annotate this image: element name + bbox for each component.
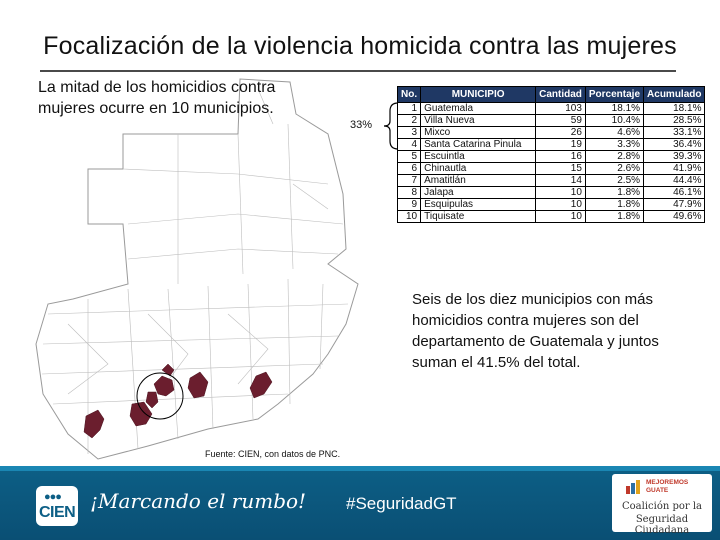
intro-text: La mitad de los homicidios contra mujeres ocurre en 10 municipios. [38, 79, 276, 117]
cell-municipio: Villa Nueva [421, 115, 536, 127]
column-header-cantidad: Cantidad [536, 87, 586, 103]
cell-acumulado: 36.4% [644, 139, 705, 151]
cell-acumulado: 18.1% [644, 103, 705, 115]
cell-municipio: Esquipulas [421, 199, 536, 211]
country-outline [36, 79, 358, 459]
cell-acumulado: 49.6% [644, 211, 705, 223]
cell-acumulado: 46.1% [644, 187, 705, 199]
guatemala-municipal-map [28, 74, 368, 462]
cell-municipio: Guatemala [421, 103, 536, 115]
cell-no: 7 [398, 175, 421, 187]
cell-municipio: Chinautla [421, 163, 536, 175]
table-row [398, 127, 705, 139]
coalition-logo [612, 474, 712, 536]
cell-no: 4 [398, 139, 421, 151]
cell-acumulado: 28.5% [644, 115, 705, 127]
logo-dots-icon: ●●● [44, 491, 61, 503]
cell-porcentaje: 2.5% [585, 175, 643, 187]
cell-porcentaje: 2.8% [585, 151, 643, 163]
source-note: Fuente: CIEN, con datos de PNC. [205, 449, 341, 459]
table-header-row [398, 87, 705, 103]
cell-acumulado: 41.9% [644, 163, 705, 175]
footer-slogan: ¡Marcando el rumbo! [90, 489, 307, 513]
cien-logo [36, 486, 78, 526]
cell-cantidad: 26 [536, 127, 586, 139]
cell-no: 1 [398, 103, 421, 115]
cell-acumulado: 47.9% [644, 199, 705, 211]
column-header-no: No. [398, 87, 421, 103]
cell-porcentaje: 2.6% [585, 163, 643, 175]
partner-brand-line1: MEJOREMOS [646, 479, 689, 486]
cell-municipio: Amatitlán [421, 175, 536, 187]
table-row [398, 199, 705, 211]
cell-porcentaje: 1.8% [585, 187, 643, 199]
column-header-acumulado: Acumulado [644, 87, 705, 103]
footer-stripe [0, 466, 720, 471]
cell-cantidad: 16 [536, 151, 586, 163]
cell-porcentaje: 4.6% [585, 127, 643, 139]
cell-cantidad: 19 [536, 139, 586, 151]
column-header-porcentaje: Porcentaje [585, 87, 643, 103]
cell-cantidad: 103 [536, 103, 586, 115]
logo-text: CIEN [39, 504, 76, 521]
cell-porcentaje: 1.8% [585, 199, 643, 211]
cell-acumulado: 44.4% [644, 175, 705, 187]
cell-no: 5 [398, 151, 421, 163]
cell-no: 8 [398, 187, 421, 199]
cell-cantidad: 10 [536, 199, 586, 211]
cell-cantidad: 14 [536, 175, 586, 187]
coalition-mark-icon [626, 480, 642, 494]
cell-porcentaje: 10.4% [585, 115, 643, 127]
footer-hashtag: #SeguridadGT [346, 494, 457, 513]
cell-acumulado: 39.3% [644, 151, 705, 163]
slide-title: Focalización de la violencia homicida contra las mujeres [43, 32, 677, 60]
table-row [398, 115, 705, 127]
cell-municipio: Santa Catarina Pinula [421, 139, 536, 151]
cell-acumulado: 33.1% [644, 127, 705, 139]
table-row [398, 139, 705, 151]
cell-municipio: Jalapa [421, 187, 536, 199]
title-divider [40, 70, 676, 72]
cell-municipio: Tiquisate [421, 211, 536, 223]
cell-porcentaje: 1.8% [585, 211, 643, 223]
cell-porcentaje: 3.3% [585, 139, 643, 151]
partner-brand-line2: GUATE [646, 487, 669, 494]
cell-municipio: Mixco [421, 127, 536, 139]
cell-cantidad: 10 [536, 187, 586, 199]
table-row [398, 103, 705, 115]
partner-name-line1: Coalición por la [621, 501, 702, 512]
cell-cantidad: 59 [536, 115, 586, 127]
cell-no: 10 [398, 211, 421, 223]
table-row [398, 175, 705, 187]
cell-cantidad: 15 [536, 163, 586, 175]
cell-no: 9 [398, 199, 421, 211]
cell-no: 2 [398, 115, 421, 127]
table-row [398, 151, 705, 163]
partner-name-line2: Seguridad Ciudadana [634, 514, 690, 536]
cell-no: 6 [398, 163, 421, 175]
cell-no: 3 [398, 127, 421, 139]
table-row [398, 163, 705, 175]
cell-municipio: Escuintla [421, 151, 536, 163]
cell-cantidad: 10 [536, 211, 586, 223]
column-header-municipio: MUNICIPIO [421, 87, 536, 103]
table-row [398, 187, 705, 199]
cell-porcentaje: 18.1% [585, 103, 643, 115]
table-row [398, 211, 705, 223]
bracket-percentage: 33% [350, 119, 373, 131]
summary-text: Seis de los diez municipios con más homicidios contra mujeres son del departamento de Guatemala y juntos suman el 41.5% del total. [412, 291, 659, 371]
municipality-table [397, 86, 705, 223]
